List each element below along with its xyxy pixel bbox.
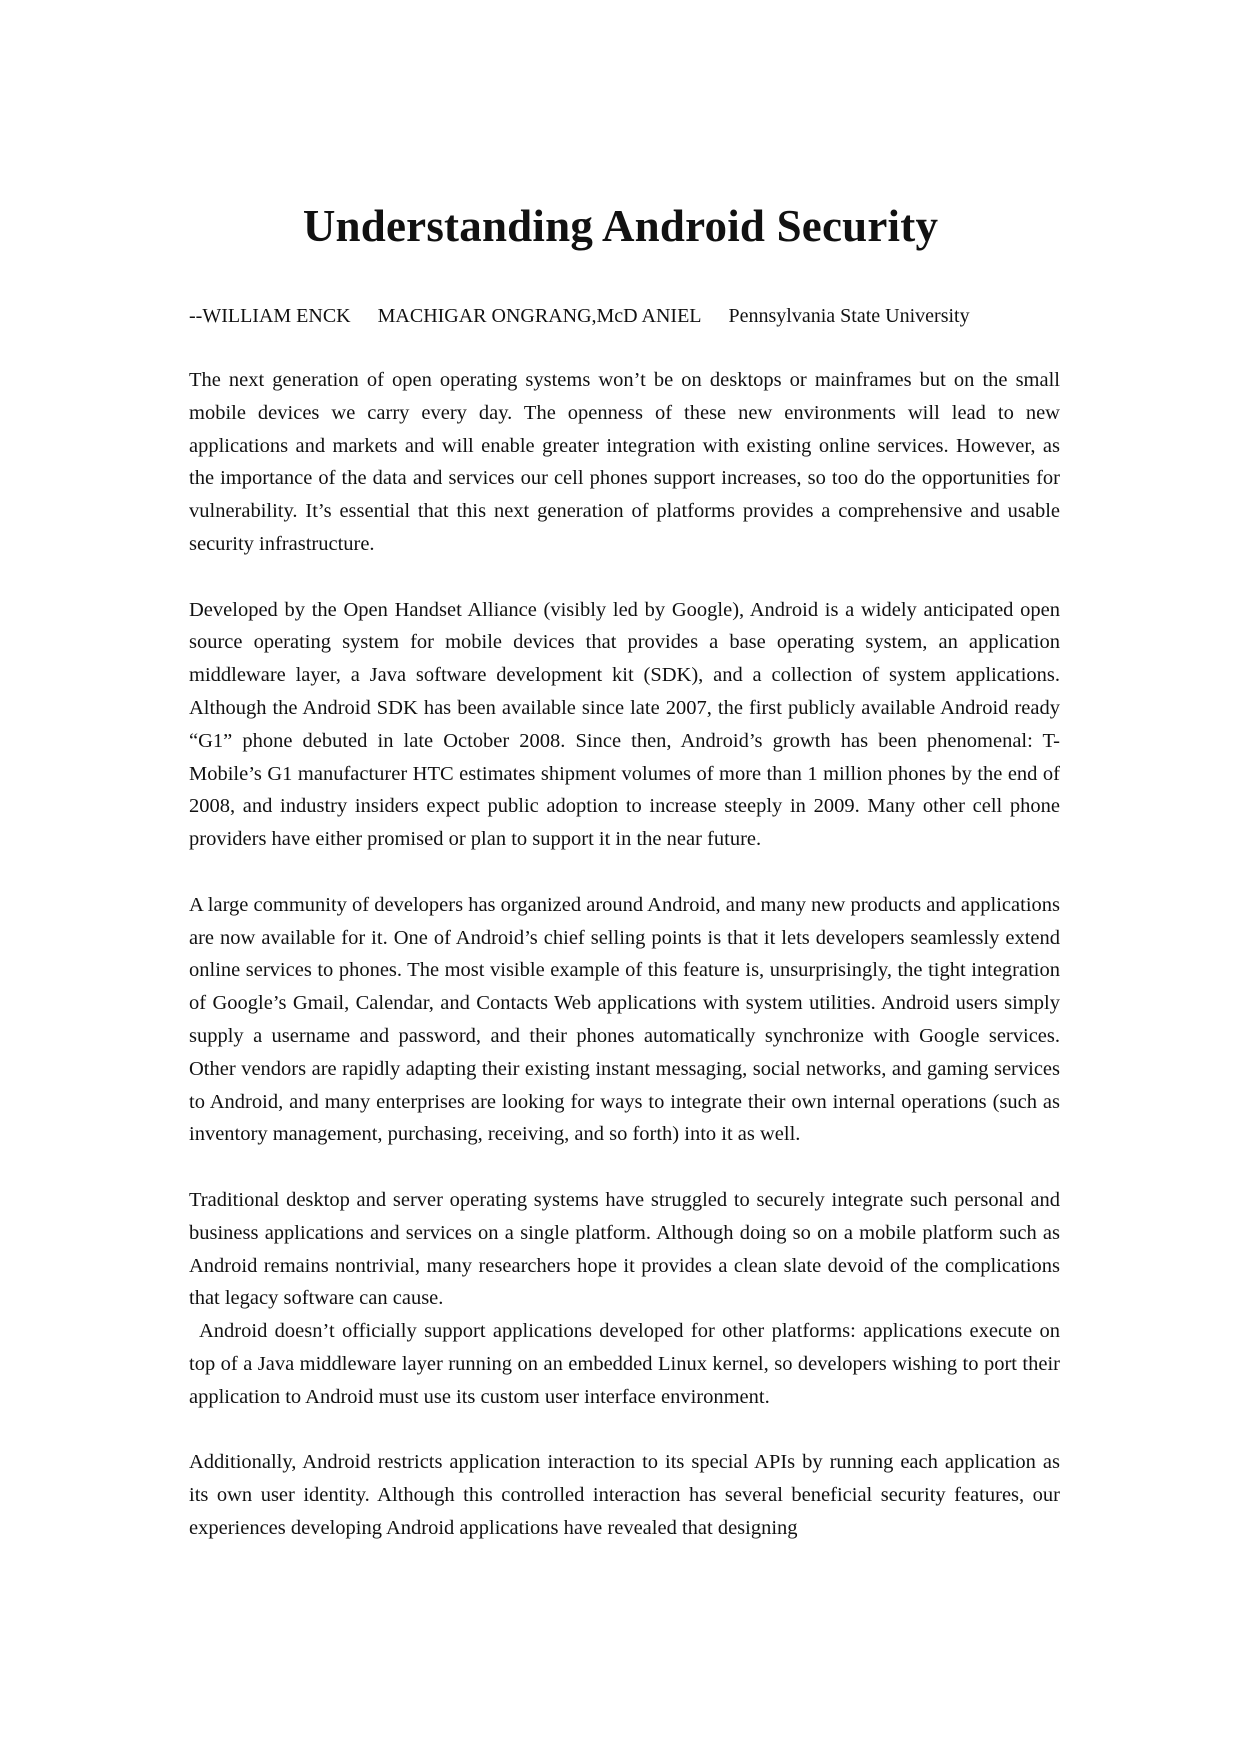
paragraph-5: Android doesn’t officially support applications developed for other platforms: applications execute on top of a Java middleware layer running on an embedded Linux kernel, so developers wishing to port their application to Android must use its custom user interface environment. xyxy=(189,1320,1060,1408)
author-2: MACHIGAR ONGRANG,McD ANIEL xyxy=(377,305,702,327)
document-body xyxy=(189,364,1060,1577)
document-title: Understanding Android Security xyxy=(302,201,939,251)
paragraph-2: Developed by the Open Handset Alliance (visibly led by Google), Android is a widely anticipated open source operating system for mobile devices that provides a base operating system, an application middleware layer, a Java software development kit (SDK), and a collection of system applications. Although the Android SDK has been available since late 2007, the first publicly available Android ready “G1” phone debuted in late October 2008. Since then, Android’s growth has been phenomenal: T-Mobile’s G1 manufacturer HTC estimates shipment volumes of more than 1 million phones by the end of 2008, and industry insiders expect public adoption to increase steeply in 2009. Many other cell phone providers have either promised or plan to support it in the near future. xyxy=(189,598,1060,851)
paragraph-3: A large community of developers has organized around Android, and many new products and applications are now available for it. One of Android’s chief selling points is that it lets developers seamlessly extend online services to phones. The most visible example of this feature is, unsurprisingly, the tight integration of Google’s Gmail, Calendar, and Contacts Web applications with system utilities. Android users simply supply a username and password, and their phones automatically synchronize with Google services. Other vendors are rapidly adapting their existing instant messaging, social networks, and gaming services to Android, and many enterprises are looking for ways to integrate their own internal operations (such as inventory management, purchasing, receiving, and so forth) into it as well. xyxy=(189,893,1060,1146)
affiliation: Pennsylvania State University xyxy=(728,305,970,327)
author-byline xyxy=(189,300,1069,332)
paragraph-4: Traditional desktop and server operating systems have struggled to securely integrate such personal and business applications and services on a single platform. Although doing so on a mobile platform such as Android remains nontrivial, many researchers hope it provides a clean slate devoid of the complications that legacy software can cause. xyxy=(189,1188,1060,1310)
paragraph-1: The next generation of open operating systems won’t be on desktops or mainframes but on the small mobile devices we carry every day. The openness of these new environments will lead to new applications and markets and will enable greater integration with existing online services. However, as the importance of the data and services our cell phones support increases, so too do the opportunities for vulnerability. It’s essential that this next generation of platforms provides a comprehensive and usable security infrastructure. xyxy=(189,369,1060,555)
paragraph-6: Additionally, Android restricts application interaction to its special APIs by running each application as its own user identity. Although this controlled interaction has several beneficial security features, our experiences developing Android applications have revealed that designing xyxy=(189,1451,1060,1539)
author-1: --WILLIAM ENCK xyxy=(189,305,351,327)
